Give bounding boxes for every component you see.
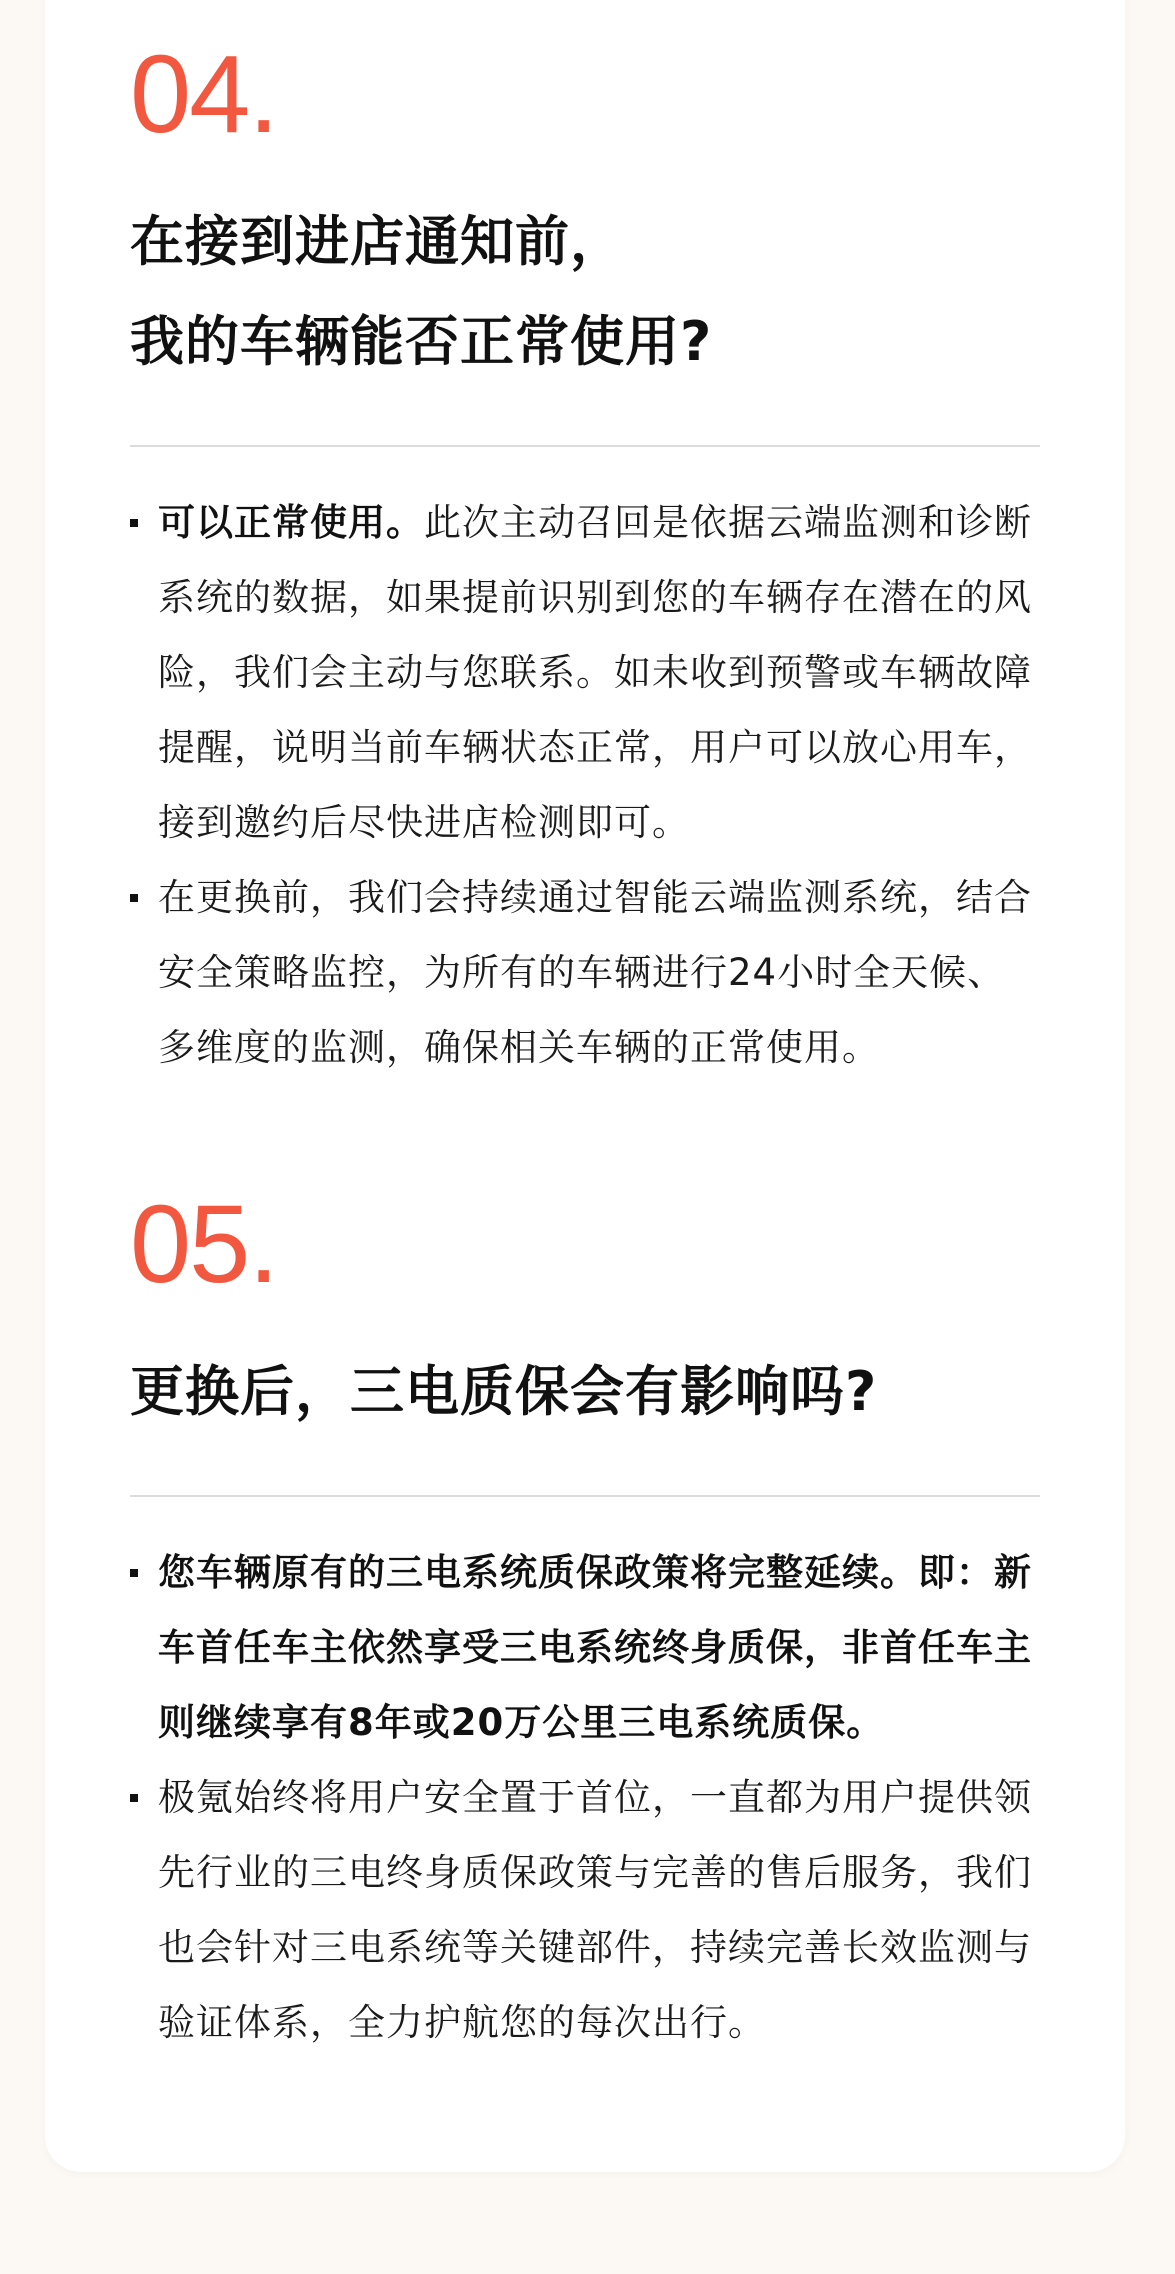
section-question [130,1342,1040,1442]
answer-item [130,1760,1040,2060]
answer-item [130,860,1040,1085]
answer-list [130,1535,1040,2060]
answer-emphasis: 可以正常使用。 [158,501,424,544]
answer-item [130,1535,1040,1760]
answer-text: 此次主动召回是依据云端监测和诊断系统的数据，如果提前识别到您的车辆存在潜在的风险，我们会主动与您联系。如未收到预警或车辆故障提醒，说明当前车辆状态正常，用户可以放心用车，接到邀约后尽快进店检测即可。 [158,501,1032,844]
answer-item [130,485,1040,860]
bullet-icon [130,894,138,902]
answer-emphasis: 您车辆原有的三电系统质保政策将完整延续。即：新车首任车主依然享受三电系统终身质保，非首任车主则继续享有8年或20万公里三电系统质保。 [158,1551,1032,1744]
question-line: 我的车辆能否正常使用? [130,310,713,373]
bullet-icon [130,1569,138,1577]
faq-section-04 [130,33,1040,1085]
question-line: 更换后，三电质保会有影响吗? [130,1360,878,1423]
divider [130,445,1040,447]
answer-text: 极氪始终将用户安全置于首位，一直都为用户提供领先行业的三电终身质保政策与完善的售后服务，我们也会针对三电系统等关键部件，持续完善长效监测与验证体系，全力护航您的每次出行。 [158,1776,1032,2044]
answer-text: 在更换前，我们会持续通过智能云端监测系统，结合安全策略监控，为所有的车辆进行24小时全天候、多维度的监测，确保相关车辆的正常使用。 [158,876,1032,1069]
question-line: 在接到进店通知前， [130,210,625,273]
faq-section-05 [130,1183,1040,2060]
section-question [130,192,1040,392]
section-number: 04. [130,33,277,156]
answer-list [130,485,1040,1085]
divider [130,1495,1040,1497]
section-number: 05. [130,1183,277,1306]
bullet-icon [130,519,138,527]
bullet-icon [130,1794,138,1802]
faq-card [45,0,1125,2172]
